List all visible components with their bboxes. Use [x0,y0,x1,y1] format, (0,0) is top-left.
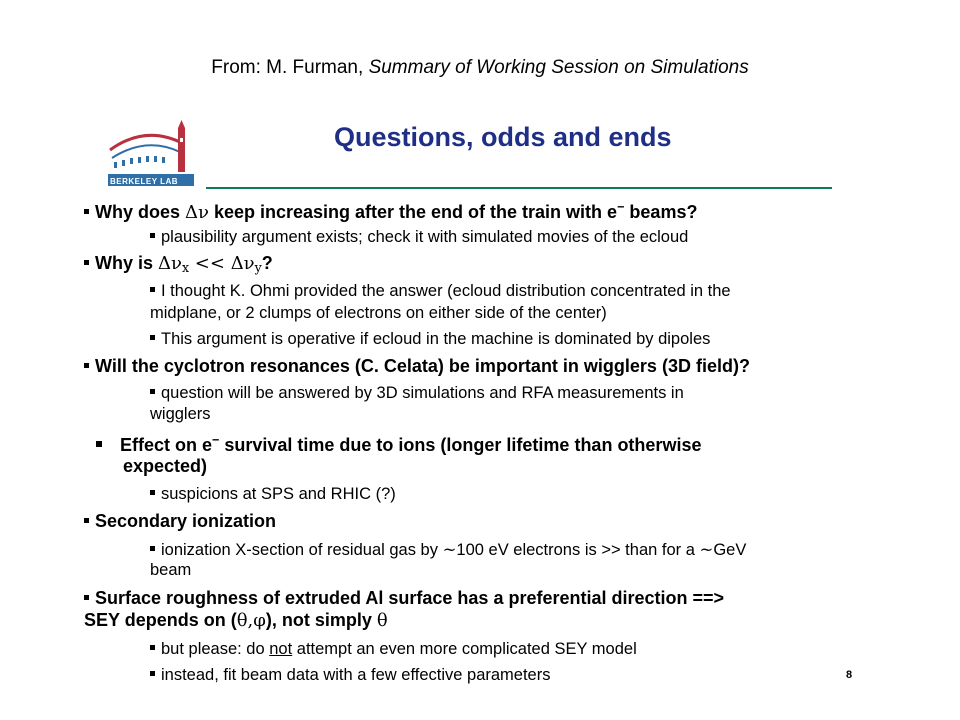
sub-bullet-q6-2: instead, fit beam data with a few effective parameters [150,666,550,685]
bullet-square-icon [84,260,89,265]
sub-bullet-q2-2: This argument is operative if ecloud in the machine is dominated by dipoles [150,330,710,349]
sub-bullet-q2-1: I thought K. Ohmi provided the answer (ecloud distribution concentrated in the [150,282,731,301]
sub-bullet-q2-1-cont: midplane, or 2 clumps of electrons on either side of the center) [150,304,607,322]
bullet-square-icon [84,209,89,214]
bullet-square-icon [96,441,102,447]
bullet-square-icon [150,335,155,340]
bullet-q2: Why is $\Delta\nu_x << \Delta\nu_y$? [84,253,273,275]
bullet-square-icon [84,595,89,600]
bullet-square-icon [84,518,89,523]
bullet-square-icon [150,645,155,650]
from-prefix: From: M. Furman, [211,57,369,78]
sub-bullet-q3-1-cont: wigglers [150,405,211,423]
bullet-square-icon [150,546,155,551]
bullet-q4-cont: expected) [123,456,208,476]
bullet-square-icon [84,363,89,368]
sub-bullet-q1-1: plausibility argument exists; check it with simulated movies of the ecloud [150,228,688,247]
bullet-q4: Effect on e− survival time due to ions (longer lifetime than otherwise [96,433,701,456]
title-divider [206,187,832,189]
bullet-q3: Will the cyclotron resonances (C. Celata) be important in wigglers (3D field)? [84,356,750,377]
slide-title: Questions, odds and ends [334,122,672,152]
page-number: 8 [846,669,853,681]
bullet-square-icon [150,233,155,238]
bullet-q6-cont: SEY depends on (θ,φ), not simply θ [84,610,388,631]
source-attribution [0,57,960,79]
bullet-q1: Why does Δν keep increasing after the end of the train with e− beams? [84,200,697,223]
from-title: Summary of Working Session on Simulations [368,57,749,78]
sub-bullet-q3-1: question will be answered by 3D simulations and RFA measurements in [150,384,684,403]
bullet-square-icon [150,490,155,495]
sub-bullet-q4-1: suspicions at SPS and RHIC (?) [150,485,396,504]
sub-bullet-q5-1: ionization X-section of residual gas by ~100 eV electrons is >> than for a ~GeV [150,540,746,560]
sub-bullet-q6-1: but please: do not attempt an even more complicated SEY model [150,640,637,659]
bullet-square-icon [150,287,155,292]
bullet-q6: Surface roughness of extruded Al surface has a preferential direction ==> [84,588,724,609]
bullet-square-icon [150,671,155,676]
sub-bullet-q5-1-cont: beam [150,561,192,579]
bullet-square-icon [150,389,155,394]
logo-text: BERKELEY LAB [110,177,179,186]
bullet-q5: Secondary ionization [84,511,276,532]
